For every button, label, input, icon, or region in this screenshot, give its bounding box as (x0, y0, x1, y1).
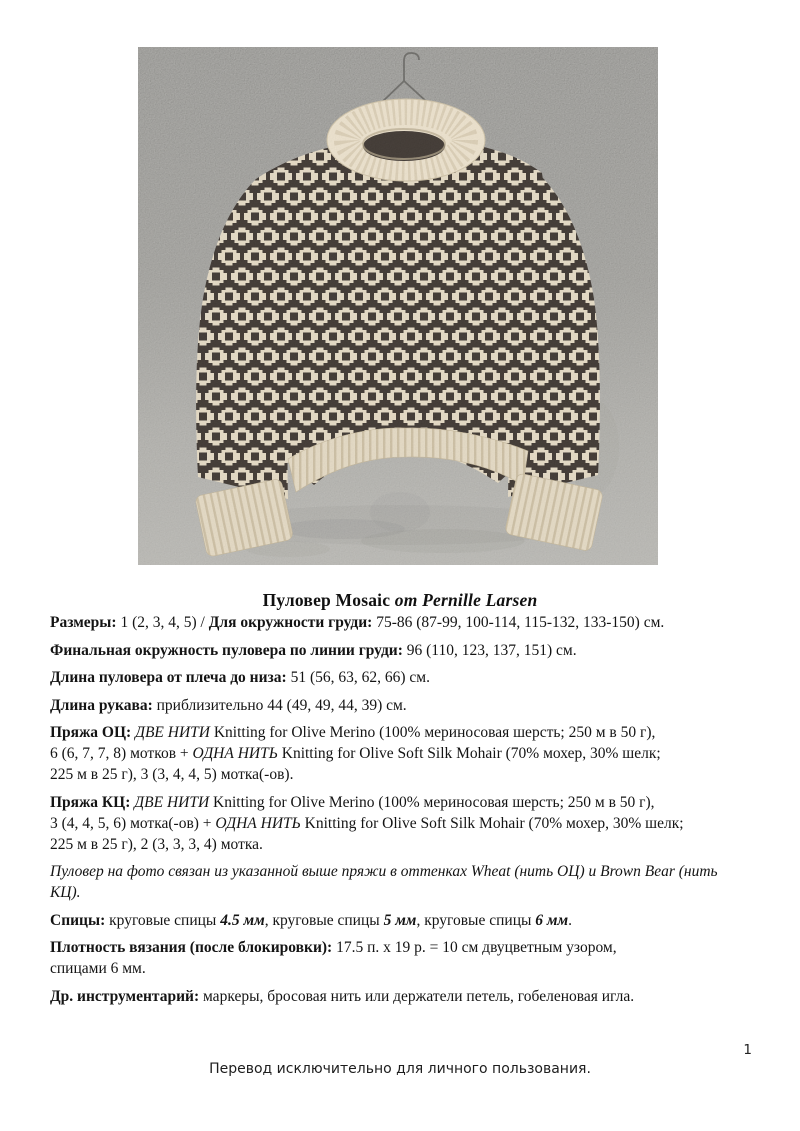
text-run: Др. инструментарий: (50, 987, 200, 1005)
paragraph-sizes (50, 612, 758, 633)
page-title (0, 590, 800, 611)
text-run: Knitting for Olive Merino (100% мериносовая шерсть; 250 м в 50 г), (209, 724, 656, 741)
text-run: 1 (2, 3, 4, 5) / (116, 614, 209, 631)
text-run: 6 мм (535, 911, 569, 929)
text-run: ОДНА НИТЬ (192, 745, 278, 762)
text-run: круговые спицы (105, 911, 221, 929)
text-run: Knitting for Olive Soft Silk Mohair (70% мохер, 30% шелк; (277, 745, 661, 762)
text-run: 3 (4, 4, 5, 6) мотка(-ов) + (50, 814, 216, 832)
text-run: 6 (6, 7, 7, 8) мотков + (50, 745, 193, 762)
text-run: ДВЕ НИТИ (134, 793, 210, 811)
text-run: 225 м в 25 г), 2 (3, 3, 3, 4) мотка. (50, 835, 263, 853)
text-run: Финальная окружность пуловера по линии груди: (50, 641, 403, 659)
text-run: от Pernille Larsen (394, 589, 538, 610)
pattern-details (50, 612, 758, 1013)
text-run: 75-86 (87-99, 100-114, 115-132, 133-150) см. (372, 614, 665, 631)
text-run: , круговые спицы (416, 911, 536, 929)
photo-grain (138, 47, 658, 565)
text-run: Спицы: (50, 911, 106, 929)
text-run: КЦ). (50, 884, 81, 901)
text-run: 4.5 мм (220, 911, 265, 929)
text-run: 17.5 п. x 19 р. = 10 см двуцветным узором, (332, 939, 617, 956)
text-run: ДВЕ НИТИ (135, 724, 210, 741)
paragraph-needles (50, 910, 758, 931)
text-run: маркеры, бросовая нить или держатели петель, гобеленовая игла. (199, 987, 635, 1005)
sweater-photo (138, 47, 658, 565)
text-run: приблизительно 44 (49, 49, 44, 39) см. (152, 696, 407, 714)
paragraph-final-circumference (50, 640, 758, 661)
text-run: Длина пуловера от плеча до низа: (50, 669, 287, 686)
paragraph-photo-note (50, 861, 758, 903)
paragraph-sleeve-length (50, 695, 758, 716)
text-run: Пряжа ОЦ: (50, 724, 132, 741)
text-run: 96 (110, 123, 137, 151) см. (402, 641, 577, 659)
text-run: спицами 6 мм. (50, 960, 146, 977)
text-run: Размеры: (50, 614, 117, 631)
text-run: 225 м в 25 г), 3 (3, 4, 4, 5) мотка(-ов). (50, 766, 294, 783)
text-run: Для окружности груди: (208, 614, 373, 631)
text-run: 5 мм (383, 911, 417, 929)
page-number: 1 (743, 1042, 752, 1058)
text-run: Пуловер Mosaic (262, 589, 395, 610)
paragraph-tools (50, 986, 758, 1007)
paragraph-body-length (50, 667, 758, 688)
paragraph-gauge (50, 937, 758, 979)
text-run: Knitting for Olive Merino (100% мериносовая шерсть; 250 м в 50 г), (209, 793, 655, 811)
text-run: Длина рукава: (50, 696, 153, 714)
footer-note: Перевод исключительно для личного пользования. (209, 1061, 591, 1077)
text-run: ОДНА НИТЬ (215, 814, 301, 832)
text-run: 51 (56, 63, 62, 66) см. (286, 669, 430, 686)
paragraph-yarn-mc (50, 722, 758, 785)
text-run: Пуловер на фото связан из указанной выше пряжи в оттенках Wheat (нить ОЦ) и Brown Bear (нить (50, 863, 718, 880)
text-run: . (568, 911, 573, 929)
text-run: Пряжа КЦ: (50, 793, 131, 811)
text-run: , круговые спицы (264, 911, 384, 929)
paragraph-yarn-cc (50, 792, 758, 855)
sweater-photo-canvas (138, 47, 658, 565)
text-run: Плотность вязания (после блокировки): (50, 939, 333, 956)
text-run: Knitting for Olive Soft Silk Mohair (70% мохер, 30% шелк; (300, 814, 684, 832)
